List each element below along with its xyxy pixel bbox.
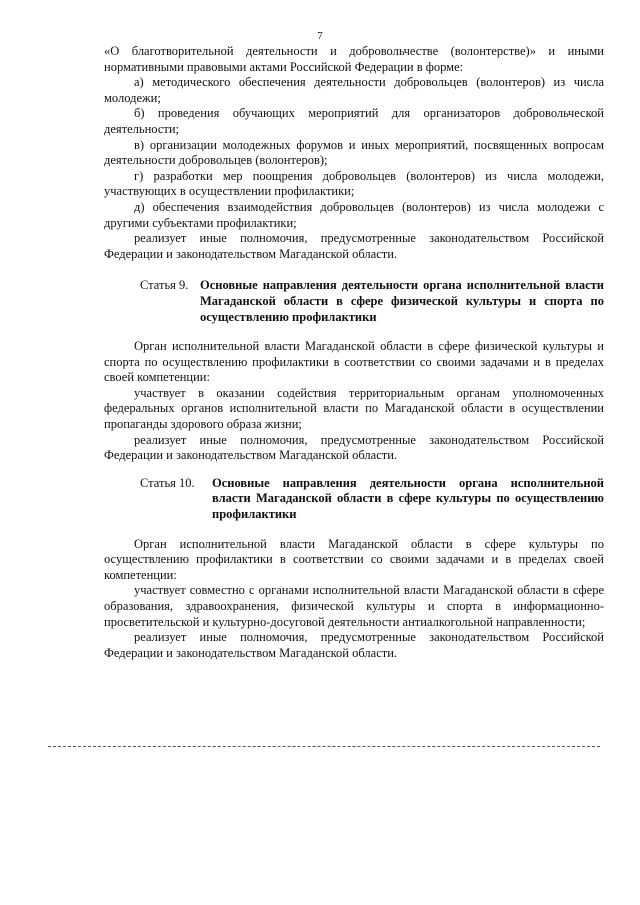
article-10-label: Статья 10. bbox=[140, 475, 195, 490]
article-9-label: Статья 9. bbox=[140, 278, 189, 293]
article-9-title: Основные направления деятельности органа исполнительной власти Магаданской области в сфере физической культуры и спорта по осуществлению профилактики bbox=[200, 278, 604, 324]
article-10-paragraph-1: Орган исполнительной власти Магаданской области в сфере культуры по осуществлению профилактики в соответствии со своими задачами и в пределах своей компетенции: bbox=[104, 536, 604, 582]
article-9-paragraph-3: реализует иные полномочия, предусмотренные законодательством Российской Федерации и законодательством Магаданской области. bbox=[104, 432, 604, 463]
article-10-heading bbox=[104, 476, 604, 523]
page-number: 7 bbox=[317, 30, 323, 42]
list-item-g: г) разработки мер поощрения добровольцев (волонтеров) из числа молодежи, участвующих в осуществлении профилактики; bbox=[104, 168, 604, 199]
list-item-d: д) обеспечения взаимодействия добровольцев (волонтеров) из числа молодежи с другими субъектами профилактики; bbox=[104, 199, 604, 230]
article-10-paragraph-2: участвует совместно с органами исполнительной власти Магаданской области в сфере образования, здравоохранения, физической культуры и спорта в информационно-просветительской и культурно-досуговой деятельности антиалкогольной направленности; bbox=[104, 583, 604, 629]
list-item-v: в) организации молодежных форумов и иных мероприятий, посвященных вопросам деятельности добровольцев (волонтеров); bbox=[104, 137, 604, 168]
article-9-paragraph-1: Орган исполнительной власти Магаданской области в сфере физической культуры и спорта по осуществлению профилактики в соответствии со своими задачами и в пределах своей компетенции: bbox=[104, 339, 604, 385]
article-9-paragraph-2: участвует в оказании содействия территориальным органам уполномоченных федеральных органов исполнительной власти по Магаданской области в осуществлении пропаганды здорового образа жизни; bbox=[104, 385, 604, 432]
list-item-b: б) проведения обучающих мероприятий для организаторов добровольческой деятельности; bbox=[104, 106, 604, 136]
intro-realizes-paragraph: реализует иные полномочия, предусмотренные законодательством Российской Федерации и законодательством Магаданской области. bbox=[104, 231, 604, 261]
article-10-title: Основные направления деятельности органа исполнительной власти Магаданской области в сфере культуры по осуществлению профилактики bbox=[212, 475, 604, 522]
intro-paragraph: «О благотворительной деятельности и добровольчестве (волонтерстве)» и иными нормативными правовыми актами Российской Федерации в форме: bbox=[104, 44, 604, 74]
footer-divider bbox=[48, 746, 600, 747]
article-9-heading bbox=[104, 278, 604, 325]
document-body bbox=[104, 44, 604, 661]
article-10-paragraph-3: реализует иные полномочия, предусмотренные законодательством Российской Федерации и законодательством Магаданской области. bbox=[104, 630, 604, 660]
list-item-a: а) методического обеспечения деятельности добровольцев (волонтеров) из числа молодежи; bbox=[104, 75, 604, 105]
